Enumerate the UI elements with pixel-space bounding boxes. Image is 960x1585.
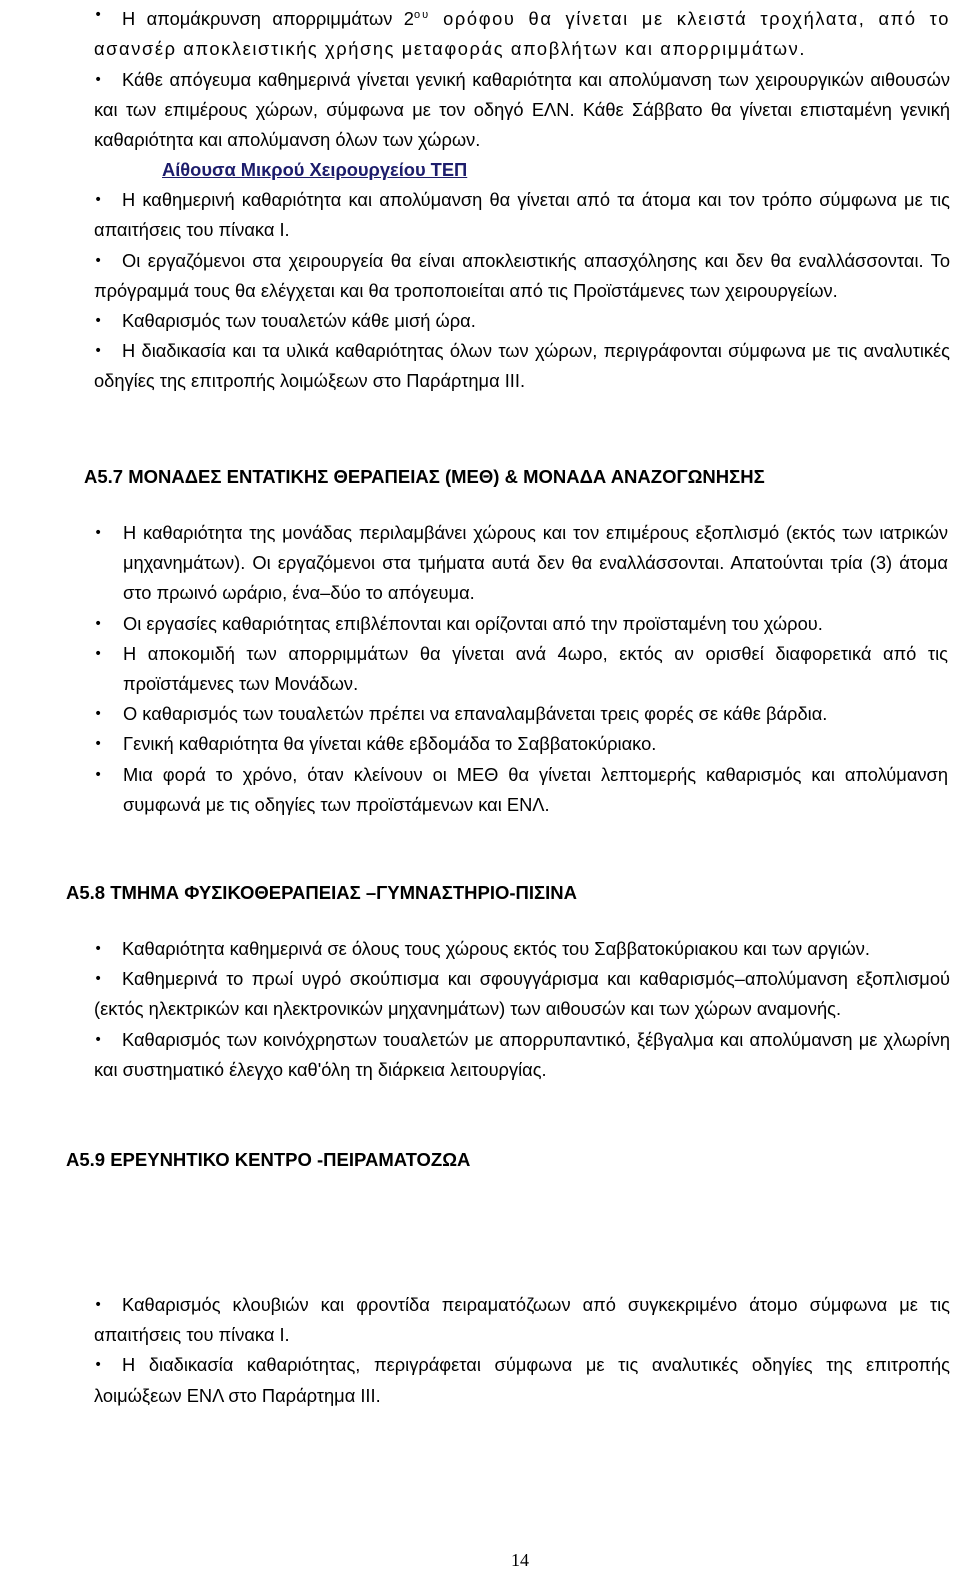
item-text: ορόφου θα γίνεται με κλειστά τροχήλατα, από το ασανσέρ αποκλειστικής χρήσης μεταφοράς αποβλήτων και απορριμμάτων. bbox=[94, 8, 951, 60]
section-top bbox=[94, 0, 950, 397]
list-item: • Κάθε απόγευμα καθημερινά γίνεται γενική καθαριότητα και απολύμανση των χειρουργικών αιθουσών και των επιμέρους χώρων, σύμφωνα με τον οδηγό ΕΛΝ. Κάθε Σάββατο θα γίνεται επισταμένη γενική καθαριότητα και απολύμανση όλων των χώρων. bbox=[94, 65, 950, 156]
bullet-list-a58 bbox=[94, 934, 950, 1085]
bullet-list-tep bbox=[94, 185, 950, 396]
list-item: • Η αποκομιδή των απορριμμάτων θα γίνεται ανά 4ωρο, εκτός αν ορισθεί διαφορετικά από τις προϊστάμενες των Μονάδων. bbox=[94, 639, 948, 699]
section-heading-a59: Α5.9 ΕΡΕΥΝΗΤΙΚΟ ΚΕΝΤΡΟ -ΠΕΙΡΑΜΑΤΟΖΩΑ bbox=[66, 1149, 471, 1170]
list-item: • Καθαρισμός των τουαλετών κάθε μισή ώρα. bbox=[94, 306, 950, 336]
bullet-list-a57 bbox=[94, 518, 948, 820]
section-heading-a58: Α5.8 ΤΜΗΜΑ ΦΥΣΙΚΟΘΕΡΑΠΕΙΑΣ –ΓΥΜΝΑΣΤΗΡΙΟ-ΠΙΣΙΝΑ bbox=[66, 882, 577, 903]
list-item: • Η καθημερινή καθαριότητα και απολύμανση θα γίνεται από τα άτομα και τον τρόπο σύμφωνα με τις απαιτήσεις του πίνακα Ι. bbox=[94, 185, 950, 245]
subheading: Αίθουσα Μικρού Χειρουργείου ΤΕΠ bbox=[162, 159, 468, 181]
section-heading-a57: Α5.7 ΜΟΝΑΔΕΣ ΕΝΤΑΤΙΚΗΣ ΘΕΡΑΠΕΙΑΣ (ΜΕΘ) & ΜΟΝΑΔΑ ΑΝΑΖΟΓΩΝΗΣΗΣ bbox=[84, 466, 765, 487]
list-item: • Η διαδικασία καθαριότητας, περιγράφεται σύμφωνα με τις αναλυτικές οδηγίες της επιτροπής λοιμώξεων ΕΝΛ στο Παράρτημα ΙΙΙ. bbox=[94, 1350, 950, 1410]
list-item: • Οι εργαζόμενοι στα χειρουργεία θα είναι αποκλειστικής απασχόλησης και δεν θα εναλλάσσονται. Το πρόγραμμά τους θα ελέγχεται και θα τροποποιείται από τις Προϊστάμενες των χειρουργείων. bbox=[94, 246, 950, 306]
page-number: 14 bbox=[511, 1550, 529, 1570]
bullet-list-a59 bbox=[94, 1290, 950, 1411]
list-item: • Η καθαριότητα της μονάδας περιλαμβάνει χώρους και τον επιμέρους εξοπλισμό (εκτός των ιατρικών μηχανημάτων). Οι εργαζόμενοι στα τμήματα αυτά δεν θα εναλλάσσονται. Απατούνται τρία (3) άτομα στο πρωινό ωράριο, ένα–δύο το απόγευμα. bbox=[94, 518, 948, 609]
section-a59 bbox=[94, 1290, 950, 1411]
list-item: • Ο καθαρισμός των τουαλετών πρέπει να επαναλαμβάνεται τρεις φορές σε κάθε βάρδια. bbox=[94, 699, 948, 729]
list-item: • Η διαδικασία και τα υλικά καθαριότητας όλων των χώρων, περιγράφονται σύμφωνα με τις αναλυτικές οδηγίες της επιτροπής λοιμώξεων στο Παράρτημα ΙΙΙ. bbox=[94, 336, 950, 396]
superscript: ου bbox=[413, 9, 431, 21]
item-text: Η απομάκρυνση απορριμμάτων 2 bbox=[122, 8, 414, 30]
list-item: • Καθαρισμός κλουβιών και φροντίδα πειραματόζωων από συγκεκριμένο άτομο σύμφωνα με τις απαιτήσεις του πίνακα Ι. bbox=[94, 1290, 950, 1350]
section-a58 bbox=[94, 934, 950, 1085]
bullet-list-top bbox=[94, 0, 950, 155]
list-item: • Καθαριότητα καθημερινά σε όλους τους χώρους εκτός του Σαββατοκύριακου και των αργιών. bbox=[94, 934, 950, 964]
list-item: • Γενική καθαριότητα θα γίνεται κάθε εβδομάδα το Σαββατοκύριακο. bbox=[94, 729, 948, 759]
list-item: • Οι εργασίες καθαριότητας επιβλέπονται και ορίζονται από την προϊσταμένη του χώρου. bbox=[94, 609, 948, 639]
list-item bbox=[94, 0, 950, 65]
section-a57 bbox=[94, 518, 948, 820]
list-item: • Καθημερινά το πρωί υγρό σκούπισμα και σφουγγάρισμα και καθαρισμός–απολύμανση εξοπλισμού (εκτός ηλεκτρικών και ηλεκτρονικών μηχανημάτων) των αιθουσών και των χώρων αναμονής. bbox=[94, 964, 950, 1024]
list-item: • Μια φορά το χρόνο, όταν κλείνουν οι ΜΕΘ θα γίνεται λεπτομερής καθαρισμός και απολύμανση συμφωνά με τις οδηγίες των προϊστάμενων και ΕΝΛ. bbox=[94, 760, 948, 820]
list-item: • Καθαρισμός των κοινόχρηστων τουαλετών με απορρυπαντικό, ξέβγαλμα και απολύμανση με χλωρίνη και συστηματικό έλεγχο καθ'όλη τη διάρκεια λειτουργίας. bbox=[94, 1025, 950, 1085]
